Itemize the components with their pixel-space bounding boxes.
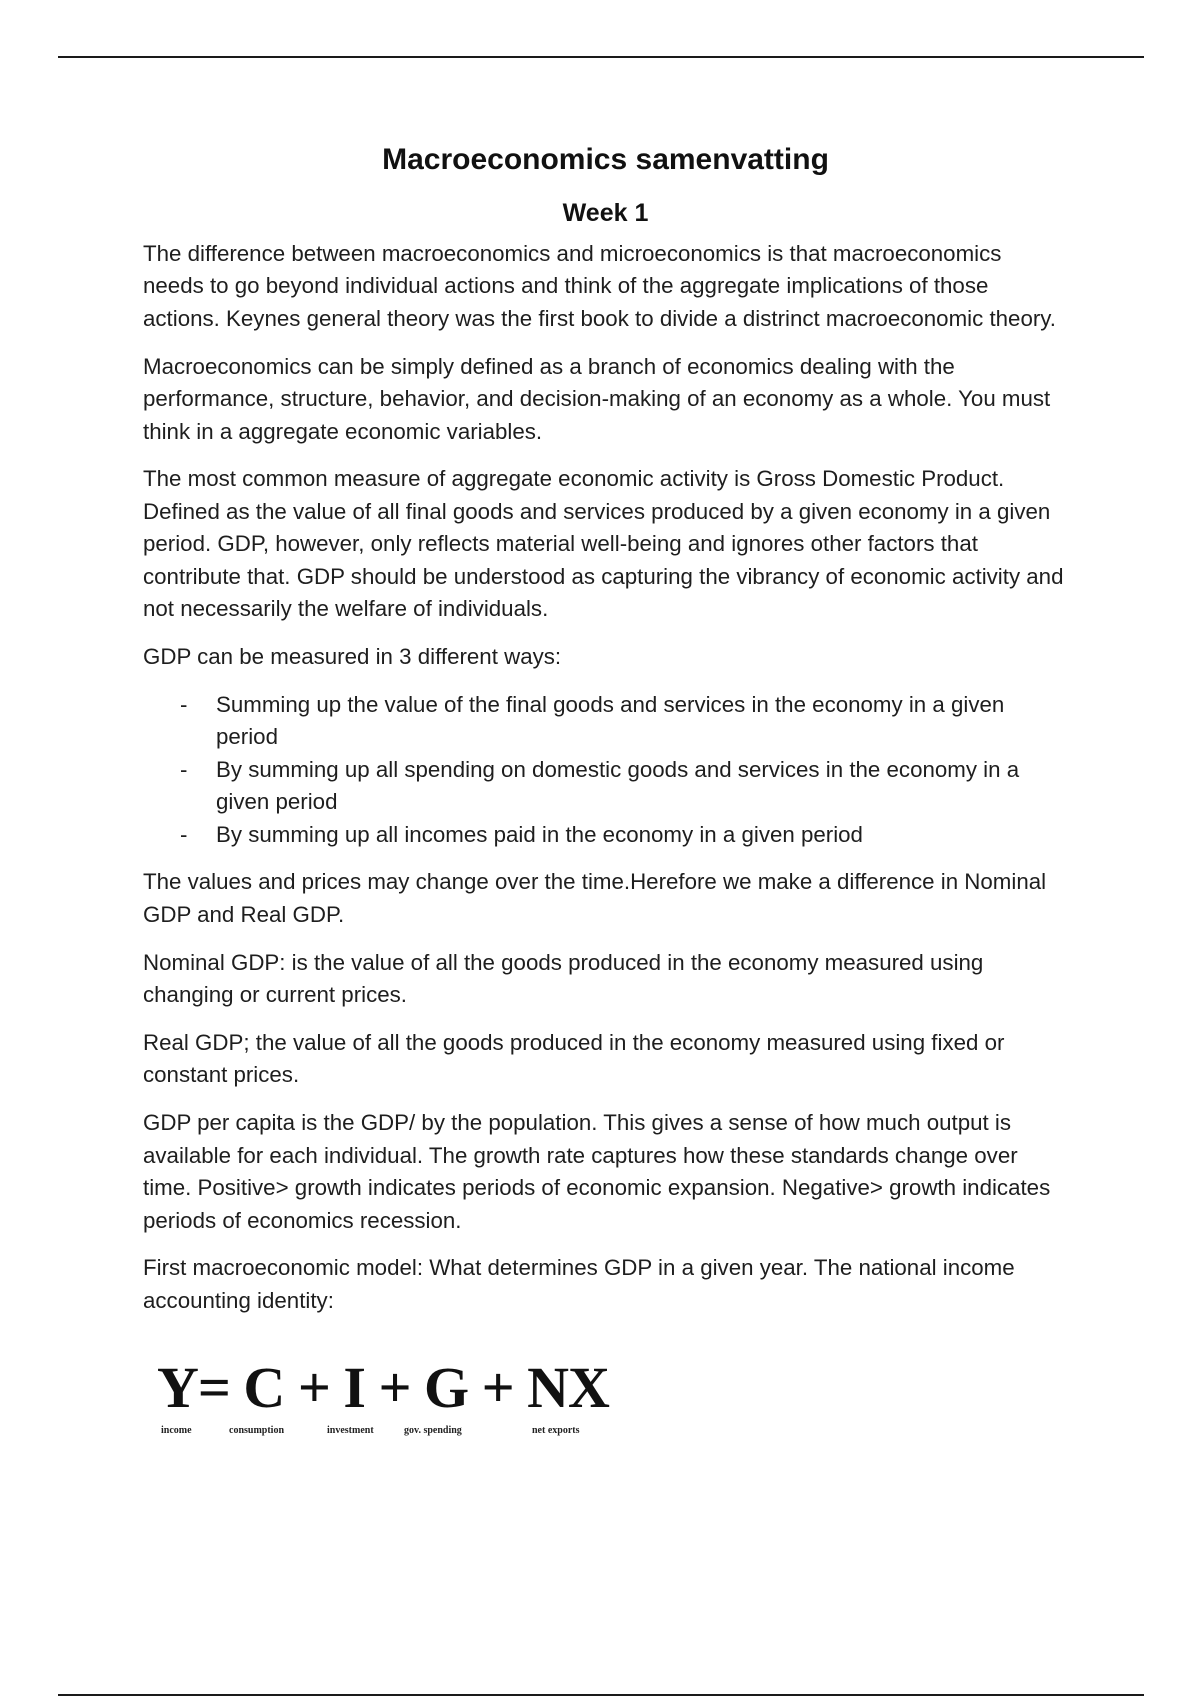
- list-item: [143, 819, 1068, 851]
- gdp-measurement-list: [143, 689, 1068, 851]
- list-item-text: Summing up the value of the final goods and services in the economy in a given period: [216, 691, 1005, 750]
- paragraph-nominal-vs-real: The values and prices may change over the time.Herefore we make a difference in Nominal GDP and Real GDP.: [143, 869, 1047, 927]
- formula-label-net-exports: net exports: [532, 1425, 580, 1437]
- paragraph-gdp-per-capita: GDP per capita is the GDP/ by the population. This gives a sense of how much output is available for each individual. The growth rate captures how these standards change over time. Positive> growth indicates periods of economic expansion. Negative> growth indicates periods of economics recession.: [143, 1110, 1051, 1233]
- list-item-text: By summing up all incomes paid in the economy in a given period: [216, 821, 863, 847]
- national-income-identity-formula: [157, 1357, 617, 1441]
- paragraph-macro-vs-micro: The difference between macroeconomics and microeconomics is that macroeconomics needs to go beyond individual actions and think of the aggregate implications of those actions. Keynes general theory was the first book to divide a distrinct macroeconomic theory.: [143, 241, 1056, 331]
- document-body: [143, 138, 1068, 1441]
- paragraph-real-gdp: Real GDP; the value of all the goods produced in the economy measured using fixed or constant prices.: [143, 1030, 1005, 1088]
- footer-rule: [58, 1694, 1144, 1696]
- header-rule: [58, 56, 1144, 58]
- paragraph-gdp-measurement-intro: GDP can be measured in 3 different ways:: [143, 643, 562, 669]
- paragraph-first-model: First macroeconomic model: What determines GDP in a given year. The national income accounting identity:: [143, 1255, 1015, 1313]
- week-heading: Week 1: [562, 199, 649, 227]
- formula-equation: Y= C + I + G + NX: [157, 1355, 609, 1421]
- document-title: Macroeconomics samenvatting: [382, 143, 829, 176]
- formula-label-consumption: consumption: [229, 1425, 285, 1437]
- formula-label-gov-spending: gov. spending: [404, 1425, 462, 1437]
- formula-label-income: income: [161, 1425, 192, 1437]
- list-item: [143, 689, 1068, 754]
- formula-labels: [157, 1425, 617, 1441]
- list-item: [143, 754, 1068, 819]
- list-item-text: By summing up all spending on domestic goods and services in the economy in a given period: [216, 756, 1020, 815]
- bullet-dash: -: [180, 691, 188, 717]
- paragraph-gdp-definition: The most common measure of aggregate economic activity is Gross Domestic Product. Defined as the value of all final goods and services produced by a given economy in a given period. GDP, however, only reflects material well-being and ignores other factors that contribute that. GDP should be understood as capturing the vibrancy of economic activity and not necessarily the welfare of individuals.: [143, 466, 1064, 622]
- bullet-dash: -: [180, 756, 188, 782]
- bullet-dash: -: [180, 821, 188, 847]
- formula-label-investment: investment: [327, 1425, 374, 1437]
- paragraph-macro-definition: Macroeconomics can be simply defined as a branch of economics dealing with the performance, structure, behavior, and decision-making of an economy as a whole. You must think in a aggregate economic variables.: [143, 353, 1051, 444]
- paragraph-nominal-gdp: Nominal GDP: is the value of all the goods produced in the economy measured using changing or current prices.: [143, 949, 984, 1008]
